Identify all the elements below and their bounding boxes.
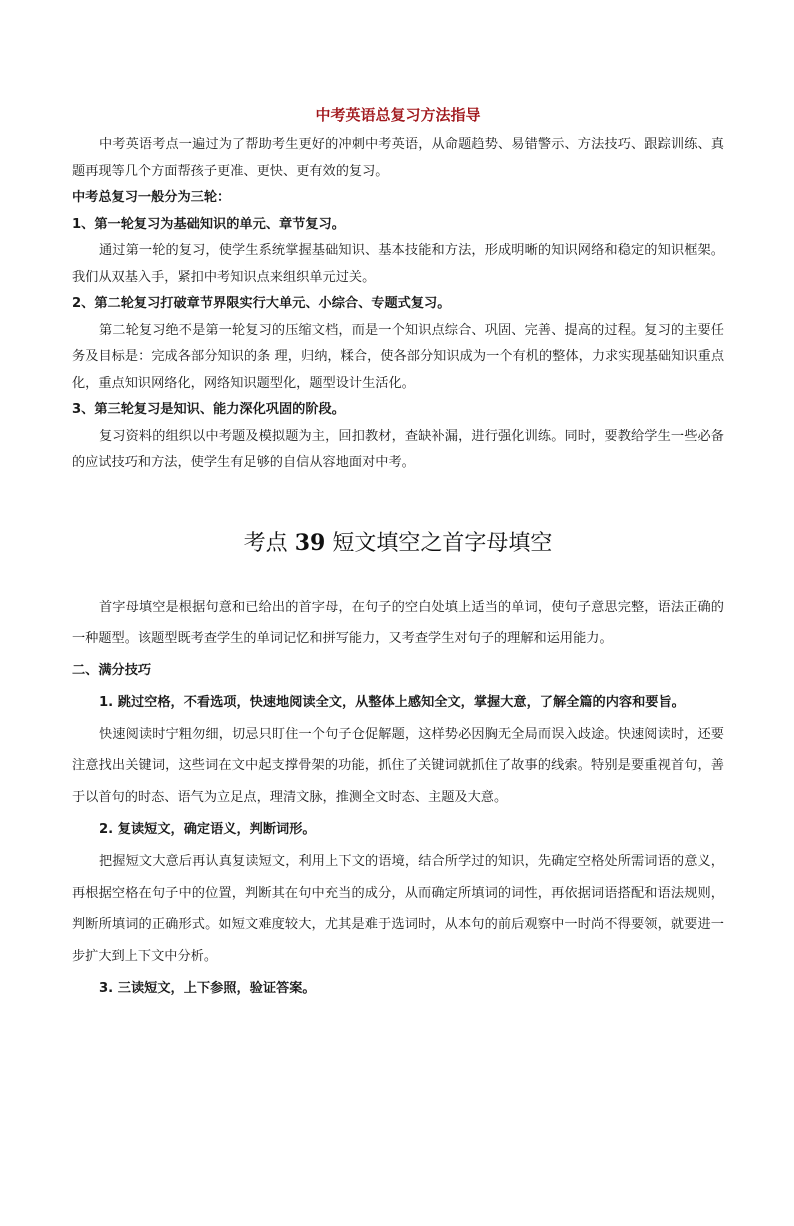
- tip1-paragraph: 快速阅读时宁粗勿细，切忌只盯住一个句子仓促解题，这样势必因胸无全局而误入歧途。快速阅读时，还要注意找出关键词，这些词在文中起支撑骨架的功能，抓住了关键词就抓住了故事的线索。特别是要重视首句，善于以首句的时态、语气为立足点，理清文脉，推测全文时态、主题及大意。: [72, 726, 724, 806]
- skills-heading: 二、满分技巧: [72, 663, 152, 679]
- tip1-heading: 1. 跳过空格，不看选项，快速地阅读全文，从整体上感知全文，掌握大意，了解全篇的内容和要旨。: [99, 694, 685, 710]
- tip2-paragraph: 把握短文大意后再认真复读短文，利用上下文的语境，结合所学过的知识，先确定空格处所需词语的意义，再根据空格在句子中的位置，判断其在句中充当的成分，从而确定所填词的词性，再依据词语搭配和语法规则，判断所填词的正确形式。如短文难度较大，尤其是难于选词时，从本句的前后观察中一时尚不得要领，就要进一步扩大到上下文中分析。: [72, 853, 724, 965]
- section-body: [72, 592, 724, 1005]
- document-title: 中考英语总复习方法指导: [315, 106, 481, 124]
- section-intro-paragraph: 首字母填空是根据句意和已给出的首字母，在句子的空白处填上适当的单词，使句子意思完整，语法正确的一种题型。该题型既考查学生的单词记忆和拼写能力，又考查学生对句子的理解和运用能力。: [72, 599, 724, 647]
- intro-paragraph: 中考英语考点一遍过为了帮助考生更好的冲刺中考英语，从命题趋势、易错警示、方法技巧、跟踪训练、真题再现等几个方面帮孩子更准、更快、更有效的复习。: [72, 137, 724, 179]
- tip2-heading: 2. 复读短文，确定语义，判断词形。: [99, 822, 316, 838]
- round2-paragraph: 第二轮复习绝不是第一轮复习的压缩文档，而是一个知识点综合、巩固、完善、提高的过程。复习的主要任务及目标是：完成各部分知识的条 理，归纳，糅合，使各部分知识成为一个有机的整体，力求实现基础知识重点化，重点知识网络化，网络知识题型化，题型设计生活化。: [72, 322, 724, 391]
- section-title: [72, 527, 724, 560]
- document-page: [0, 103, 794, 1226]
- section-title-text: 短文填空之首字母填空: [332, 530, 553, 556]
- round1-heading: 1、第一轮复习为基础知识的单元、章节复习。: [72, 216, 345, 232]
- section-title-number: 39: [294, 529, 326, 556]
- review-method-section: [72, 132, 724, 477]
- round3-heading: 3、第三轮复习是知识、能力深化巩固的阶段。: [72, 402, 345, 417]
- section-title-prefix: 考点: [243, 530, 288, 556]
- round2-heading: 2、第二轮复习打破章节界限实行大单元、小综合、专题式复习。: [72, 296, 451, 311]
- rounds-heading: 中考总复习一般分为三轮：: [72, 190, 231, 205]
- round1-paragraph: 通过第一轮的复习，使学生系统掌握基础知识、基本技能和方法，形成明晰的知识网络和稳定的知识框架。我们从双基入手，紧扣中考知识点来组织单元过关。: [72, 243, 724, 285]
- tip3-heading: 3. 三读短文，上下参照，验证答案。: [99, 981, 316, 997]
- round3-paragraph: 复习资料的组织以中考题及模拟题为主，回扣教材，查缺补漏，进行强化训练。同时，要教给学生一些必备的应试技巧和方法，使学生有足够的自信从容地面对中考。: [72, 428, 724, 470]
